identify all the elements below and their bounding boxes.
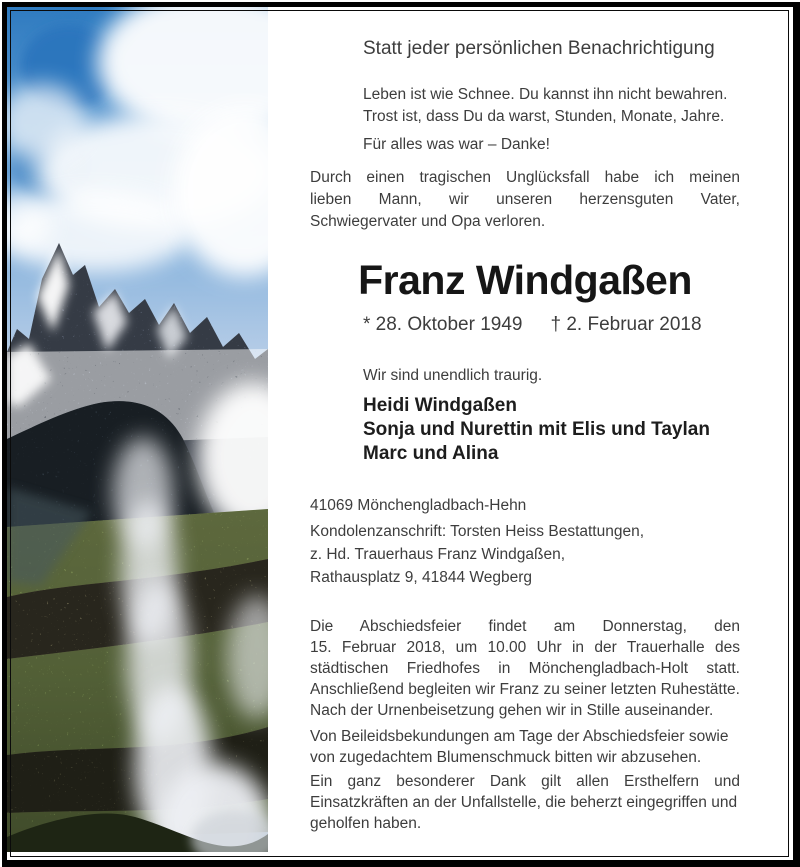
poem-line-1: Leben ist wie Schnee. Du kannst ihn nicht bewahren.	[363, 86, 728, 103]
intro-paragraph	[310, 167, 740, 233]
flowers-line-2: von zugedachtem Blumenschmuck bitten wir abzusehen.	[310, 749, 702, 766]
condolence-line-1: Kondolenzanschrift: Torsten Heiss Bestattungen,	[310, 523, 645, 540]
flowers-paragraph	[310, 726, 740, 768]
mountain-photo-art	[7, 7, 268, 852]
poem-line-3: Für alles was war – Danke!	[363, 136, 550, 153]
mourner-line-2: Sonja und Nurettin mit Elis und Taylan	[363, 419, 710, 440]
condolence-block	[310, 520, 740, 589]
mourner-line-3: Marc und Alina	[363, 443, 499, 464]
residence-line: 41069 Mönchengladbach-Hehn	[310, 497, 527, 514]
ceremony-line-2: 15. Februar 2018, um 10.00 Uhr in der Trauerhalle des	[310, 639, 740, 656]
grief-line: Wir sind unendlich traurig.	[363, 367, 543, 384]
mountain-photo	[7, 7, 268, 852]
birth-date: * 28. Oktober 1949	[363, 314, 523, 335]
poem-block	[363, 84, 740, 156]
ceremony-line-3: städtischen Friedhofes in Mönchengladbach-Holt statt.	[310, 660, 740, 677]
thanks-line-3: geholfen haben.	[310, 815, 422, 832]
thanks-line-1: Ein ganz besonderer Dank gilt allen Ersthelfern und	[310, 773, 740, 790]
ceremony-paragraph	[310, 616, 740, 700]
condolence-line-2: z. Hd. Trauerhaus Franz Windgaßen,	[310, 546, 566, 563]
flowers-line-1: Von Beileidsbekundungen am Tage der Abschiedsfeier sowie	[310, 728, 729, 745]
intro-line-3: Schwiegervater und Opa verloren.	[310, 213, 546, 230]
urn-line: Nach der Urnenbeisetzung gehen wir in Stille auseinander.	[310, 702, 714, 719]
intro-line-2: lieben Mann, wir unseren herzensguten Vater,	[310, 191, 740, 208]
thanks-line-2: Einsatzkräften an der Unfallstelle, die beherzt eingegriffen und	[310, 794, 738, 811]
deceased-name: Franz Windgaßen	[358, 257, 692, 303]
mourners-block	[363, 394, 740, 466]
pre-header: Statt jeder persönlichen Benachrichtigung	[363, 38, 715, 59]
condolence-line-3: Rathausplatz 9, 41844 Wegberg	[310, 569, 533, 586]
death-date: † 2. Februar 2018	[550, 314, 702, 335]
mourner-line-1: Heidi Windgaßen	[363, 395, 517, 416]
thanks-paragraph	[310, 771, 740, 834]
poem-line-2: Trost ist, dass Du da warst, Stunden, Monate, Jahre.	[363, 108, 725, 125]
obituary-text	[310, 0, 740, 834]
intro-line-1: Durch einen tragischen Unglücksfall habe ich meinen	[310, 169, 740, 186]
ceremony-line-1: Die Abschiedsfeier findet am Donnerstag, den	[310, 618, 740, 635]
life-dates	[363, 312, 740, 337]
ceremony-line-4: Anschließend begleiten wir Franz zu seiner letzten Ruhestätte.	[310, 681, 740, 698]
